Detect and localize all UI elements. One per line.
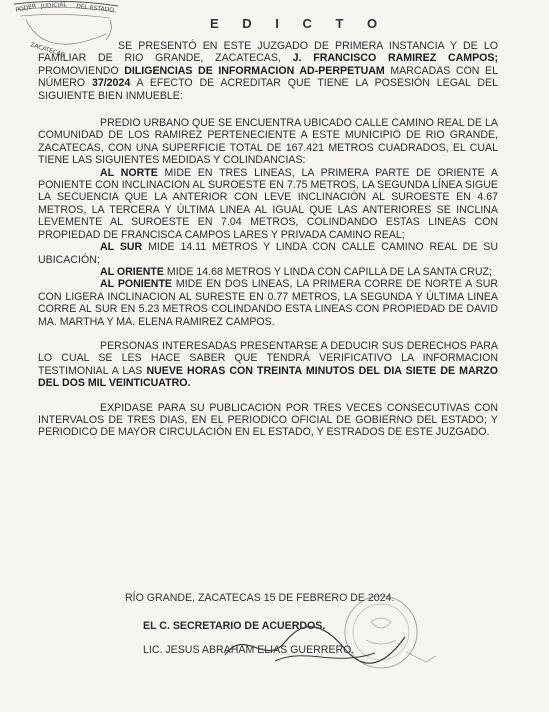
intro-text-3: MARCADAS CON EL NÚMERO (38, 64, 498, 90)
notice-text: PERSONAS INTERESADAS PRESENTARSE A DEDUCIR SUS DERECHOS PARA LO CUAL SE LES HACE SABER QUE TENDRÁ VERIFICATIVO LA INFORMACION TESTIMONIAL A LAS (38, 339, 498, 377)
east-label: AL ORIENTE (100, 265, 164, 278)
east-boundary (38, 266, 498, 278)
procedure-name: DILIGENCIAS DE INFORMACION AD-PERPETUAM (124, 64, 385, 77)
south-text: MIDE 14.11 METROS Y LINDA CON CALLE CAMINO REAL DE SU UBICACIÓN; (38, 241, 498, 266)
intro-text-4: A EFECTO DE ACREDITAR QUE TIENE LA POSESIÓN LEGAL DEL SIGUIENTE BIEN INMUEBLE: (38, 77, 498, 102)
publication-paragraph: EXPIDASE PARA SU PUBLICACION POR TRES VECES CONSECUTIVAS CON INTERVALOS DE TRES DIAS, EN EL PERIODICO OFICIAL DE GOBIERNO DEL ESTADO; Y PERIODICO DE MAYOR CIRCULACIÓN EN EL ESTADO, Y ESTRADOS DE ESTE JUZGADO. (38, 401, 498, 439)
document-title: E D I C T O (210, 16, 388, 31)
south-boundary (38, 241, 498, 266)
west-text: MIDE EN DOS LINEAS, LA PRIMERA CORRE DE NORTE A SUR CON LIGERA INCLINACION AL SURESTE EN 0.77 METROS, LA SEGUNDA Y ÚLTIMA LINEA CORRE AL SUR EN 5.23 METROS COLINDANDO ESTA LINEAS CON PROPIEDAD DE DAVID MA. MARTHA Y MA. ELENA RAMIREZ CAMPOS. (38, 278, 498, 328)
north-text: MIDE EN TRES LINEAS, LA PRIMERA PARTE DE ORIENTE A PONIENTE CON INCLINACION AL SUROESTE EN 7.75 METROS, LA SEGUNDA LÍNEA SIGUE LA SECUENCIA QUE LA ANTERIOR CON LEVE INCLINACIÓN AL SUROESTE EN 4.67 METROS, LA TERCERA Y ÚLTIMA LINEA AL IGUAL QUE LAS ANTERIORES SE INCLINA LEVEMENTE AL SUROESTE EN 7.04 METROS, COLINDANDO ESTAS LINEAS CON PROPIEDAD DE FRANCISCA CAMPOS LARES Y PRIVADA CAMINO REAL; (38, 166, 498, 241)
intro-text-1: SE PRESENTÓ EN ESTE JUZGADO DE PRIMERA INSTANCIA Y DE LO FAMILIAR DE RIO GRANDE, ZACATECAS, (38, 40, 498, 65)
west-label: AL PONIENTE (100, 278, 172, 291)
svg-text:ZACATECAS: ZACATECAS (29, 41, 66, 59)
svg-text:PODER: PODER (14, 2, 37, 14)
place-and-date: RÍO GRANDE, ZACATECAS 15 DE FEBRERO DE 2024. (125, 592, 395, 604)
promoter-name: J. FRANCISCO RAMIREZ CAMPOS; (292, 52, 498, 65)
hearing-time: NUEVE HORAS CON TREINTA MINUTOS DEL DIA SIETE DE MARZO DEL DOS MIL VEINTICUATRO. (38, 364, 498, 390)
intro-paragraph (38, 40, 498, 102)
handwritten-signature (215, 617, 415, 672)
secretary-title: EL C. SECRETARIO DE ACUERDOS. (143, 620, 326, 632)
svg-text:DEL ESTADO: DEL ESTADO (75, 3, 115, 14)
case-number: 37/2024 (91, 77, 131, 90)
east-text: MIDE 14.68 METROS Y LINDA CON CAPILLA DE LA SANTA CRUZ; (163, 265, 492, 278)
svg-text:JUDICIAL: JUDICIAL (40, 1, 68, 10)
north-boundary (38, 167, 498, 241)
property-description: PREDIO URBANO QUE SE ENCUENTRA UBICADO CALLE CAMINO REAL DE LA COMUNIDAD DE LOS RAMIREZ PERTENECIENTE A ESTE MUNICIPIO DE RIO GRANDE, ZACATECAS, CON UNA SUPERFICIE TOTAL DE 167.421 METROS CUADRADOS, EL CUAL TIENE LAS SIGUIENTES MEDIDAS Y COLINDANCIAS: (38, 117, 498, 167)
notice-paragraph (38, 340, 498, 390)
signer-name: LIC. JESUS ABRAHAM ELIAS GUERRERO. (143, 644, 355, 656)
north-label: AL NORTE (100, 166, 158, 179)
south-label: AL SUR (100, 241, 143, 254)
edict-body (38, 40, 498, 439)
west-boundary (38, 278, 498, 328)
intro-text-2: PROMOVIENDO (38, 64, 125, 77)
